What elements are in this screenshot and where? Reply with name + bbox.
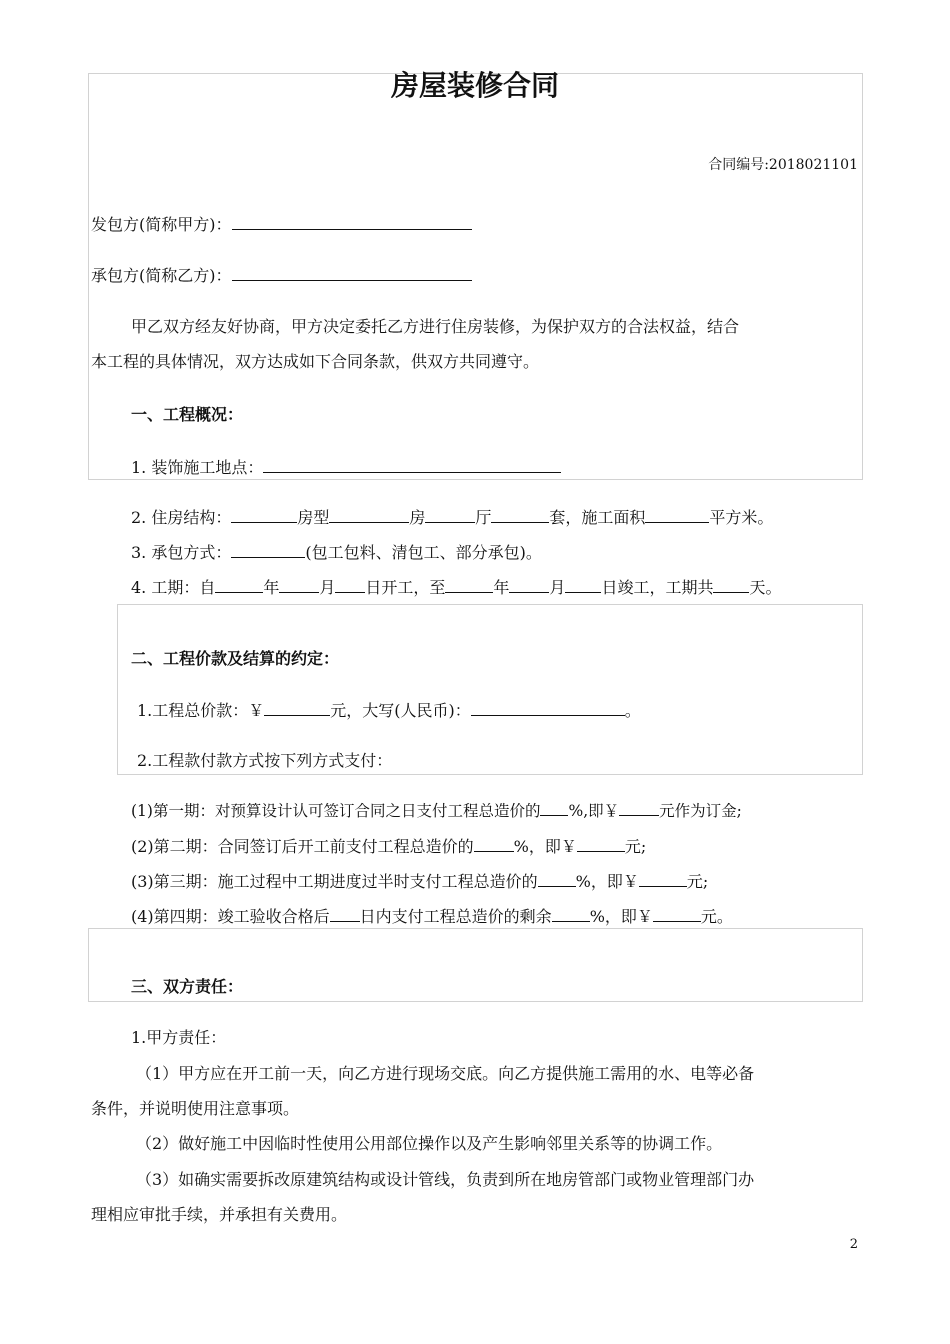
structure-text-type: 房型 <box>297 508 330 527</box>
total-price-label: 1.工程总价款：￥ <box>137 701 265 720</box>
start-day-blank[interactable] <box>335 575 365 593</box>
phase1-percent-blank[interactable] <box>540 798 568 816</box>
responsibility-1-line-2: 条件，并说明使用注意事项。 <box>91 1099 300 1118</box>
phase3-percent-blank[interactable] <box>538 869 576 887</box>
structure-label: 2. 住房结构： <box>131 508 232 527</box>
contract-mode-options: (包工包料、清包工、部分承包)。 <box>305 543 542 562</box>
duration-month-1: 月 <box>319 578 336 597</box>
duration-start-text: 日开工，至 <box>365 578 446 597</box>
item-structure <box>0 505 950 529</box>
total-price-blank[interactable] <box>264 698 330 716</box>
payment-phase-1 <box>0 798 950 822</box>
total-days-blank[interactable] <box>713 575 749 593</box>
phase4-end: 元。 <box>700 907 733 926</box>
responsibility-3-line-1: （3）如确实需要拆改原建筑结构或设计管线，负责到所在地房管部门或物业管理部门办 <box>136 1170 755 1189</box>
structure-blank-2[interactable] <box>329 505 409 523</box>
intro-line-2: 本工程的具体情况，双方达成如下合同条款，供双方共同遵守。 <box>91 352 540 371</box>
duration-days-unit: 天。 <box>749 578 782 597</box>
structure-text-hall: 厅 <box>475 508 492 527</box>
duration-label: 4. 工期：自 <box>131 578 216 597</box>
end-month-blank[interactable] <box>509 575 549 593</box>
phase3-end: 元; <box>686 872 709 891</box>
structure-blank-5[interactable] <box>645 505 709 523</box>
phase1-end: 元作为订金; <box>659 802 742 820</box>
phase2-text: (2)第二期：合同签订后开工前支付工程总造价的 <box>131 837 474 856</box>
item-payment-method: 2.工程款付款方式按下列方式支付： <box>137 751 393 770</box>
payment-phase-4 <box>0 904 950 928</box>
phase4-text: (4)第四期：竣工验收合格后 <box>131 907 330 926</box>
responsibility-1-line-1: （1）甲方应在开工前一天，向乙方进行现场交底。向乙方提供施工需用的水、电等必备 <box>136 1064 755 1083</box>
structure-text-unit: 平方米。 <box>709 508 774 527</box>
party-a-blank[interactable] <box>232 212 472 230</box>
structure-blank-4[interactable] <box>491 505 549 523</box>
phase1-text: (1)第一期：对预算设计认可签订合同之日支付工程总造价的 <box>131 802 541 820</box>
section3-heading: 三、双方责任： <box>131 977 244 996</box>
phase4-remainder-text: 日内支付工程总造价的剩余 <box>359 907 552 926</box>
phase2-amount-label: %，即￥ <box>513 837 577 856</box>
duration-year-2: 年 <box>493 578 510 597</box>
end-year-blank[interactable] <box>445 575 493 593</box>
structure-text-area: 套，施工面积 <box>549 508 646 527</box>
responsibility-2: （2）做好施工中因临时性使用公用部位操作以及产生影响邻里关系等的协调工作。 <box>136 1134 723 1153</box>
phase3-text: (3)第三期：施工过程中工期进度过半时支付工程总造价的 <box>131 872 538 891</box>
intro-line-1: 甲乙双方经友好协商，甲方决定委托乙方进行住房装修，为保护双方的合法权益，结合 <box>131 317 740 336</box>
section1-heading: 一、工程概况： <box>131 405 244 424</box>
document-title: 房屋装修合同 <box>390 69 559 102</box>
end-day-blank[interactable] <box>565 575 601 593</box>
phase4-amount-blank[interactable] <box>653 904 701 922</box>
item-duration <box>0 575 950 599</box>
total-price-capital-blank[interactable] <box>471 698 625 716</box>
total-price-end: 。 <box>624 701 641 720</box>
total-price-capital-label: 元，大写(人民币)： <box>330 701 471 720</box>
contract-number: 合同编号:2018021101 <box>708 157 858 173</box>
phase2-percent-blank[interactable] <box>474 834 514 852</box>
responsibility-3-line-2: 理相应审批手续，并承担有关费用。 <box>91 1205 348 1224</box>
item-total-price <box>0 698 950 722</box>
phase4-percent-blank[interactable] <box>552 904 590 922</box>
structure-blank-3[interactable] <box>425 505 475 523</box>
phase1-amount-label: %,即￥ <box>568 802 620 820</box>
phase2-amount-blank[interactable] <box>577 834 625 852</box>
item-contract-mode <box>0 540 950 564</box>
phase2-end: 元; <box>624 837 647 856</box>
section2-heading: 二、工程价款及结算的约定： <box>131 649 340 668</box>
phase4-days-blank[interactable] <box>330 904 360 922</box>
page-number: 2 <box>849 1237 858 1252</box>
party-b-label: 承包方(简称乙方)： <box>91 266 232 285</box>
contract-mode-blank[interactable] <box>231 540 305 558</box>
start-month-blank[interactable] <box>279 575 319 593</box>
duration-end-text: 日竣工，工期共 <box>601 578 714 597</box>
duration-month-2: 月 <box>549 578 566 597</box>
item-site <box>0 455 950 479</box>
party-a-responsibility-heading: 1.甲方责任： <box>131 1028 227 1047</box>
party-b-blank[interactable] <box>232 263 472 281</box>
payment-phase-2 <box>0 834 950 858</box>
phase1-amount-blank[interactable] <box>619 798 659 816</box>
item-site-label: 1. 装饰施工地点： <box>131 458 264 477</box>
payment-phase-3 <box>0 869 950 893</box>
start-year-blank[interactable] <box>215 575 263 593</box>
phase3-amount-label: %，即￥ <box>575 872 639 891</box>
party-a-line <box>0 212 950 236</box>
structure-blank-1[interactable] <box>231 505 297 523</box>
contract-mode-label: 3. 承包方式： <box>131 543 232 562</box>
phase3-amount-blank[interactable] <box>639 869 687 887</box>
phase4-amount-label: %，即￥ <box>589 907 653 926</box>
site-blank[interactable] <box>263 455 561 473</box>
duration-year-1: 年 <box>263 578 280 597</box>
party-a-label: 发包方(简称甲方)： <box>91 215 232 234</box>
structure-text-room: 房 <box>409 508 426 527</box>
party-b-line <box>0 263 950 287</box>
